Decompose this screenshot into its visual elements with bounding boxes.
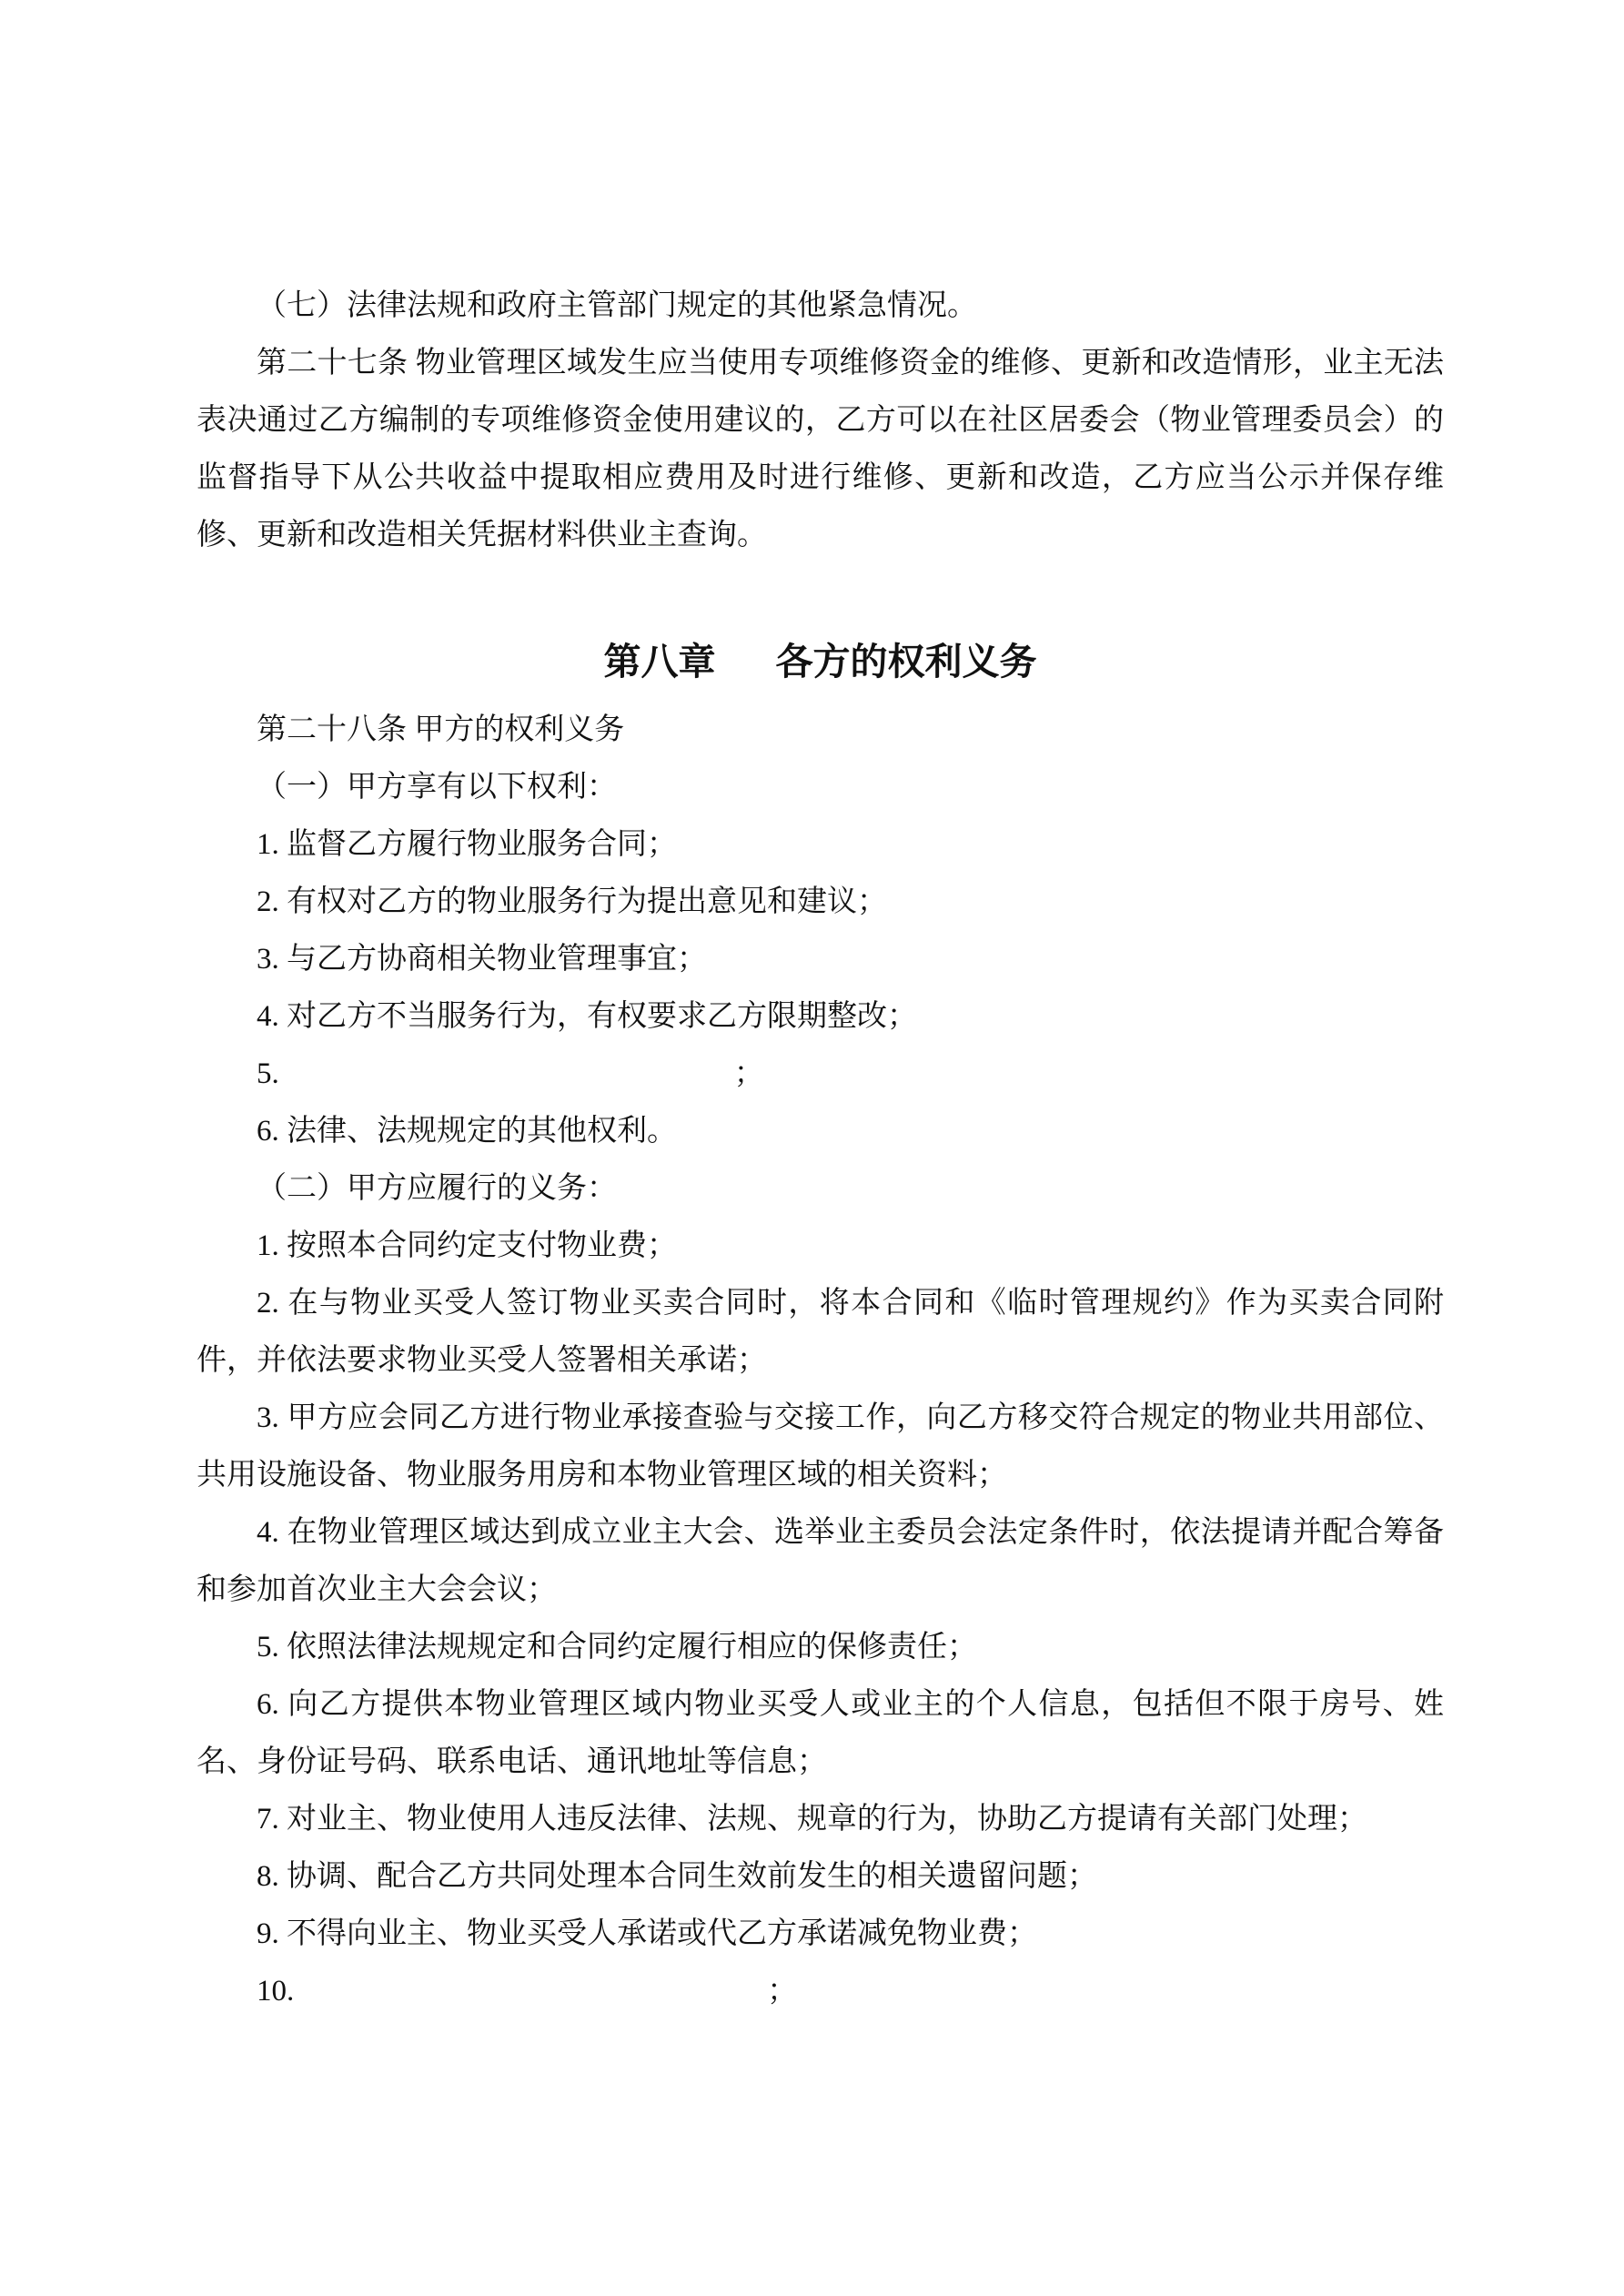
- duty-item: 5. 依照法律法规规定和合同约定履行相应的保修责任；: [257, 1631, 977, 1664]
- article-28: 第二十八条 甲方的权利义务: [257, 713, 625, 746]
- chapter-number: 第八章: [603, 640, 716, 683]
- duty-10-end: ；: [767, 1975, 798, 2008]
- chapter-title: 各方的权利义务: [775, 640, 1037, 683]
- item-7-emergency: （七）法律法规和政府主管部门规定的其他紧急情况。: [257, 289, 977, 322]
- right-item: 3. 与乙方协商相关物业管理事宜；: [257, 943, 707, 976]
- chapter-heading: [197, 564, 1444, 702]
- right-item: 4. 对乙方不当服务行为，有权要求乙方限期整改；: [257, 1000, 917, 1033]
- duty-item: 9. 不得向业主、物业买受人承诺或代乙方承诺减免物业费；: [257, 1917, 1037, 1950]
- article-27: 第二十七条 物业管理区域发生应当使用专项维修资金的维修、更新和改造情形，业主无法表决通过乙方编制的专项维修资金使用建议的，乙方可以在社区居委会（物业管理委员会）的监督指导下从公共收益中提取相应费用及时进行维修、更新和改造，乙方应当公示并保存维修、更新和改造相关凭据材料供业主查询。: [197, 347, 1444, 551]
- right-item: 1. 监督乙方履行物业服务合同；: [257, 828, 677, 861]
- right-item: 2. 有权对乙方的物业服务行为提出意见和建议；: [257, 885, 887, 918]
- duty-item: 4. 在物业管理区域达到成立业主大会、选举业主委员会法定条件时，依法提请并配合筹备和参加首次业主大会会议；: [197, 1516, 1444, 1606]
- duty-item: 8. 协调、配合乙方共同处理本合同生效前发生的相关遗留问题；: [257, 1860, 1097, 1893]
- duty-item-10-blank: [197, 1963, 1444, 2020]
- duty-item: 3. 甲方应会同乙方进行物业承接查验与交接工作，向乙方移交符合规定的物业共用部位、共用设施设备、物业服务用房和本物业管理区域的相关资料；: [197, 1401, 1444, 1492]
- right-item: 6. 法律、法规规定的其他权利。: [257, 1115, 677, 1148]
- duty-item: 6. 向乙方提供本物业管理区域内物业买受人或业主的个人信息，包括但不限于房号、姓名、身份证号码、联系电话、通讯地址等信息；: [197, 1688, 1444, 1778]
- duty-10-number: 10.: [257, 1975, 295, 2008]
- right-5-number: 5.: [257, 1057, 279, 1090]
- duty-item: 2. 在与物业买受人签订物业买卖合同时，将本合同和《临时管理规约》作为买卖合同附件，并依法要求物业买受人签署相关承诺；: [197, 1287, 1444, 1377]
- right-5-end: ；: [733, 1057, 764, 1090]
- duties-heading: （二）甲方应履行的义务：: [257, 1172, 617, 1205]
- duty-item: 1. 按照本合同约定支付物业费；: [257, 1229, 677, 1262]
- document-page: [197, 278, 1444, 2020]
- rights-heading: （一）甲方享有以下权利：: [257, 771, 617, 804]
- right-item-5-blank: [197, 1046, 1444, 1103]
- duty-item: 7. 对业主、物业使用人违反法律、法规、规章的行为，协助乙方提请有关部门处理；: [257, 1803, 1367, 1836]
